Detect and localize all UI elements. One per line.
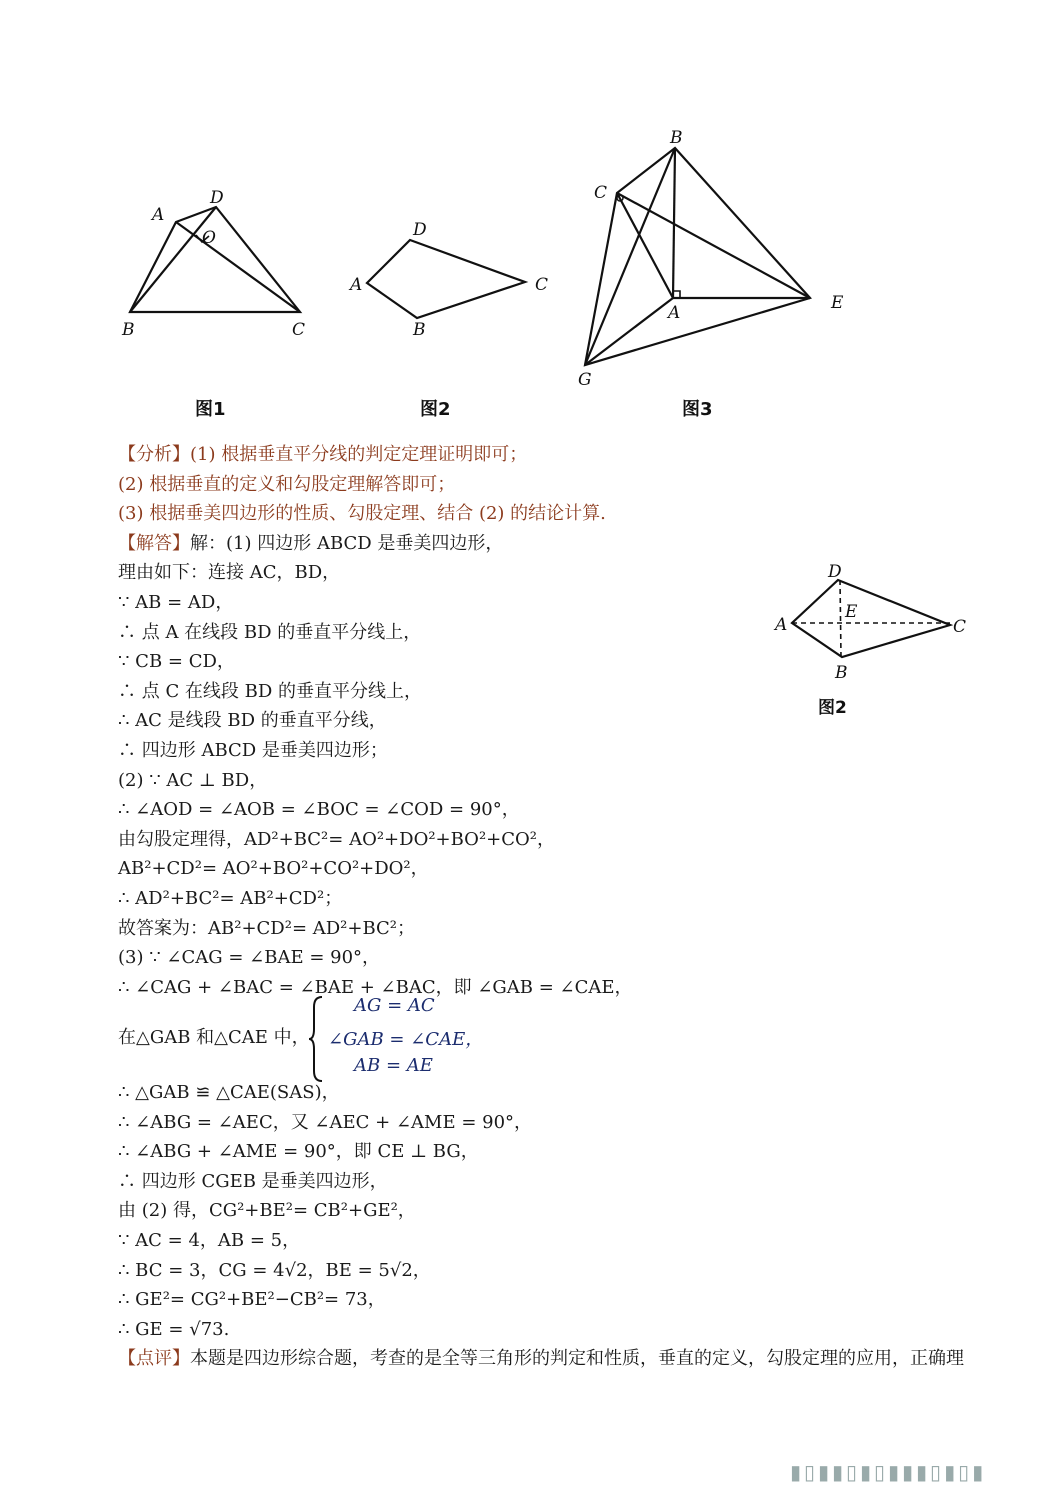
analysis-tag: 【分析】 — [118, 444, 190, 465]
solution-line-7: ∴ 四边形 ABCD 是垂美四边形； — [118, 739, 388, 761]
fig1-label-C: C — [292, 320, 306, 340]
solution-line-10: 由勾股定理得，AD²+BC²= AO²+DO²+BO²+CO²， — [118, 828, 555, 850]
solution2-line-4: 由 (2) 得，CG²+BE²= CB²+GE²， — [118, 1200, 416, 1222]
fig2-caption: 图2 — [420, 399, 451, 420]
solution2-line-2: ∴ ∠ABG + ∠AME = 90°，即 CE ⊥ BG， — [118, 1141, 479, 1163]
fig2b-label-A: A — [775, 615, 788, 635]
fig3-label-E: E — [831, 293, 844, 313]
fig2b-label-D: D — [828, 562, 842, 582]
system-row-1: AG = AC — [354, 995, 435, 1016]
solution-text-2 — [118, 1078, 1018, 1374]
fig1-label-O: O — [202, 228, 216, 248]
watermark-barcode-icon: ▮▯▮▮▯▮▯▮▮▮▯▮▯▮ — [790, 1460, 987, 1484]
solution-line-13: 故答案为：AB²+CD²= AD²+BC²； — [118, 917, 416, 939]
solution-line-4: ∵ CB = CD， — [118, 651, 235, 673]
fig2-label-A: A — [350, 275, 363, 295]
solution-line-14: (3) ∵ ∠CAG = ∠BAE = 90°， — [118, 947, 381, 969]
solution-line-11: AB²+CD²= AO²+BO²+CO²+DO²， — [118, 858, 429, 880]
analysis-line-3: (3) 根据垂美四边形的性质、勾股定理、结合 (2) 的结论计算. — [118, 503, 606, 525]
fig3-label-G: G — [578, 370, 592, 390]
fig3-caption: 图3 — [682, 399, 713, 420]
solution2-line-8: ∴ GE = √73. — [118, 1318, 230, 1340]
analysis-line-1: 【分析】(1) 根据垂直平分线的判定定理证明即可； — [118, 444, 528, 465]
solution2-line-0: ∴ △GAB ≌ △CAE(SAS)， — [118, 1082, 340, 1103]
solution-line-9: ∴ ∠AOD = ∠AOB = ∠BOC = ∠COD = 90°， — [118, 799, 520, 821]
fig1-label-A: A — [152, 205, 165, 225]
fig1-caption: 图1 — [195, 399, 226, 420]
comment-line: 【点评】本题是四边形综合题，考查的是全等三角形的判定和性质，垂直的定义，勾股定理的应用，正确理 — [118, 1348, 964, 1370]
solution-line-12: ∴ AD²+BC²= AB²+CD²； — [118, 887, 343, 909]
fig2-label-D: D — [413, 220, 427, 240]
fig3-label-A: A — [668, 303, 681, 323]
solution-line-5: ∴ 点 C 在线段 BD 的垂直平分线上， — [118, 680, 423, 702]
solution2-line-1: ∴ ∠ABG = ∠AEC，又 ∠AEC + ∠AME = 90°， — [118, 1111, 533, 1133]
system-row-3: AB = AE — [354, 1055, 433, 1076]
solution2-line-3: ∴ 四边形 CGEB 是垂美四边形， — [118, 1170, 388, 1192]
left-brace-icon — [308, 995, 324, 1083]
solution-line-6: ∴ AC 是线段 BD 的垂直平分线， — [118, 710, 387, 732]
figure-3 — [580, 130, 860, 394]
fig1-label-D: D — [210, 188, 224, 208]
comment-tag: 【点评】 — [118, 1348, 190, 1370]
analysis-line-2: (2) 根据垂直的定义和勾股定理解答即可； — [118, 473, 456, 495]
solution-line-3: ∴ 点 A 在线段 BD 的垂直平分线上， — [118, 621, 422, 643]
solution2-line-7: ∴ GE²= CG²+BE²−CB²= 73， — [118, 1289, 386, 1311]
solution-tag: 【解答】 — [118, 532, 190, 554]
solution-line-0: 【解答】解：(1) 四边形 ABCD 是垂美四边形， — [118, 532, 504, 554]
system-lead: 在△GAB 和△CAE 中， — [118, 1027, 310, 1048]
solution2-line-6: ∴ BC = 3，CG = 4√2，BE = 5√2， — [118, 1259, 431, 1281]
solution-line-1: 理由如下：连接 AC，BD， — [118, 562, 341, 584]
fig2b-label-B: B — [835, 663, 848, 683]
fig2b-label-E: E — [845, 602, 858, 622]
fig2-label-C: C — [535, 275, 549, 295]
solution2-line-5: ∵ AC = 4，AB = 5， — [118, 1229, 301, 1251]
fig3-label-C: C — [594, 183, 608, 203]
figure-1 — [110, 180, 330, 359]
fig3-label-B: B — [670, 128, 683, 148]
figure-2 — [345, 215, 565, 349]
fig1-label-B: B — [122, 320, 135, 340]
fig2-label-B: B — [413, 320, 426, 340]
solution-line-8: (2) ∵ AC ⊥ BD， — [118, 769, 268, 791]
fig2b-caption: 图2 — [818, 698, 847, 718]
system-row-2: ∠GAB = ∠CAE， — [328, 1029, 484, 1050]
solution-line-15: ∴ ∠CAG + ∠BAC = ∠BAE + ∠BAC，即 ∠GAB = ∠CAE， — [118, 976, 633, 998]
solution-text — [118, 440, 1018, 1002]
fig2b-label-C: C — [953, 617, 967, 637]
solution-line-2: ∵ AB = AD， — [118, 591, 234, 613]
